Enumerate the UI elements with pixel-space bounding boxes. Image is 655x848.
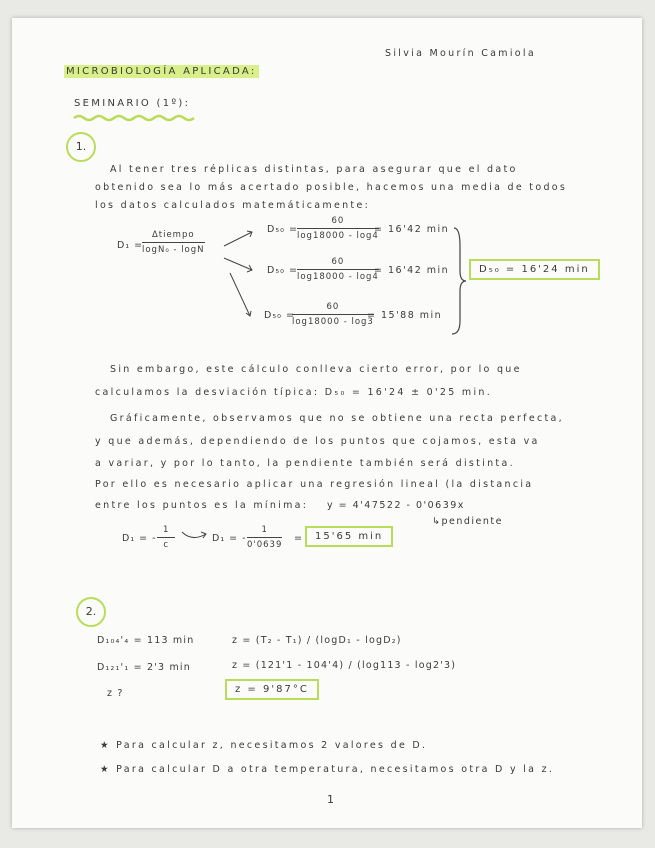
paragraph-line: Sin embargo, este cálculo conlleva cierto error, por lo que bbox=[110, 364, 522, 375]
notebook-page bbox=[12, 18, 642, 828]
d-formula-fraction: $\frac{1}{c}$ bbox=[157, 525, 175, 550]
replica-fraction: $\frac{60}{\log 18000 - \log 3}$ bbox=[292, 302, 374, 327]
d-formula-lhs-2: D₁ = - bbox=[212, 533, 247, 544]
formula-lhs: D₁ = bbox=[117, 240, 144, 251]
paragraph-line: Por ello es necesario aplicar una regresión lineal (la distancia bbox=[95, 479, 534, 490]
curved-arrow bbox=[180, 528, 210, 542]
d-formula-fraction-2: $\frac{1}{0'0639}$ bbox=[247, 525, 283, 550]
course-title bbox=[64, 66, 259, 77]
paragraph-line: calculamos la desviación típica: D₅₀ = 16'24 ± 0'25 min. bbox=[95, 387, 493, 398]
given-value: D₁₀₄'₄ = 113 min bbox=[97, 635, 195, 646]
intro-line: los datos calculados matemáticamente: bbox=[95, 200, 371, 211]
regression-equation: y = 4'47522 - 0'0639x bbox=[327, 500, 465, 511]
mean-result-box: D₅₀ = 16'24 min bbox=[469, 259, 600, 280]
author-name: Silvia Mourín Camiola bbox=[385, 48, 536, 59]
seminar-title: SEMINARIO (1º): bbox=[74, 98, 191, 109]
d-formula-lhs: D₁ = - bbox=[122, 533, 157, 544]
formula-fraction: Δtiempo logN₀ - logN bbox=[142, 230, 205, 255]
given-value: D₁₂₁'₁ = 2'3 min bbox=[97, 662, 191, 673]
replica-lhs: D₅₀ = bbox=[264, 310, 295, 321]
z-formula: z = (T₂ - T₁) / (logD₁ - logD₂) bbox=[232, 635, 402, 646]
given-value: z ? bbox=[107, 688, 124, 699]
section-2-marker: 2. bbox=[76, 597, 106, 627]
note-line: ★ Para calcular D a otra temperatura, necesitamos otra D y la z. bbox=[100, 764, 555, 775]
wavy-underline bbox=[74, 114, 194, 122]
replica-fraction: $\frac{60}{\log 18000 - \log 4}$ bbox=[297, 216, 379, 241]
replica-fraction: $\frac{60}{\log 18000 - \log 4}$ bbox=[297, 257, 379, 282]
note-line: ★ Para calcular z, necesitamos 2 valores de D. bbox=[100, 740, 428, 751]
replica-lhs: D₅₀ = bbox=[267, 265, 298, 276]
course-title-text: MICROBIOLOGÍA APLICADA: bbox=[66, 66, 257, 77]
paragraph-line: Gráficamente, observamos que no se obtiene una recta perfecta, bbox=[110, 413, 564, 424]
intro-line: Al tener tres réplicas distintas, para asegurar que el dato bbox=[110, 164, 518, 175]
page-number: 1 bbox=[327, 793, 337, 806]
brace bbox=[452, 226, 472, 336]
paragraph-line: y que además, dependiendo de los puntos que cojamos, esta va bbox=[95, 436, 540, 447]
d-result-box: 15'65 min bbox=[305, 526, 393, 547]
z-result-box: z = 9'87°C bbox=[225, 679, 319, 700]
paragraph-line: entre los puntos es la mínima: bbox=[95, 500, 309, 511]
slope-annotation: ↳pendiente bbox=[432, 516, 503, 527]
replica-result: = 16'42 min bbox=[374, 224, 450, 235]
replica-result: = 16'42 min bbox=[374, 265, 450, 276]
z-substitution: z = (121'1 - 104'4) / (log113 - log2'3) bbox=[232, 660, 457, 671]
replica-result: = 15'88 min bbox=[367, 310, 443, 321]
equals-sign: = bbox=[294, 533, 302, 544]
section-1-marker: 1. bbox=[66, 132, 96, 162]
paragraph-line: a variar, y por lo tanto, la pendiente también será distinta. bbox=[95, 458, 515, 469]
intro-line: obtenido sea lo más acertado posible, hacemos una media de todos bbox=[95, 182, 568, 193]
replica-lhs: D₅₀ = bbox=[267, 224, 298, 235]
arrows bbox=[222, 228, 267, 323]
